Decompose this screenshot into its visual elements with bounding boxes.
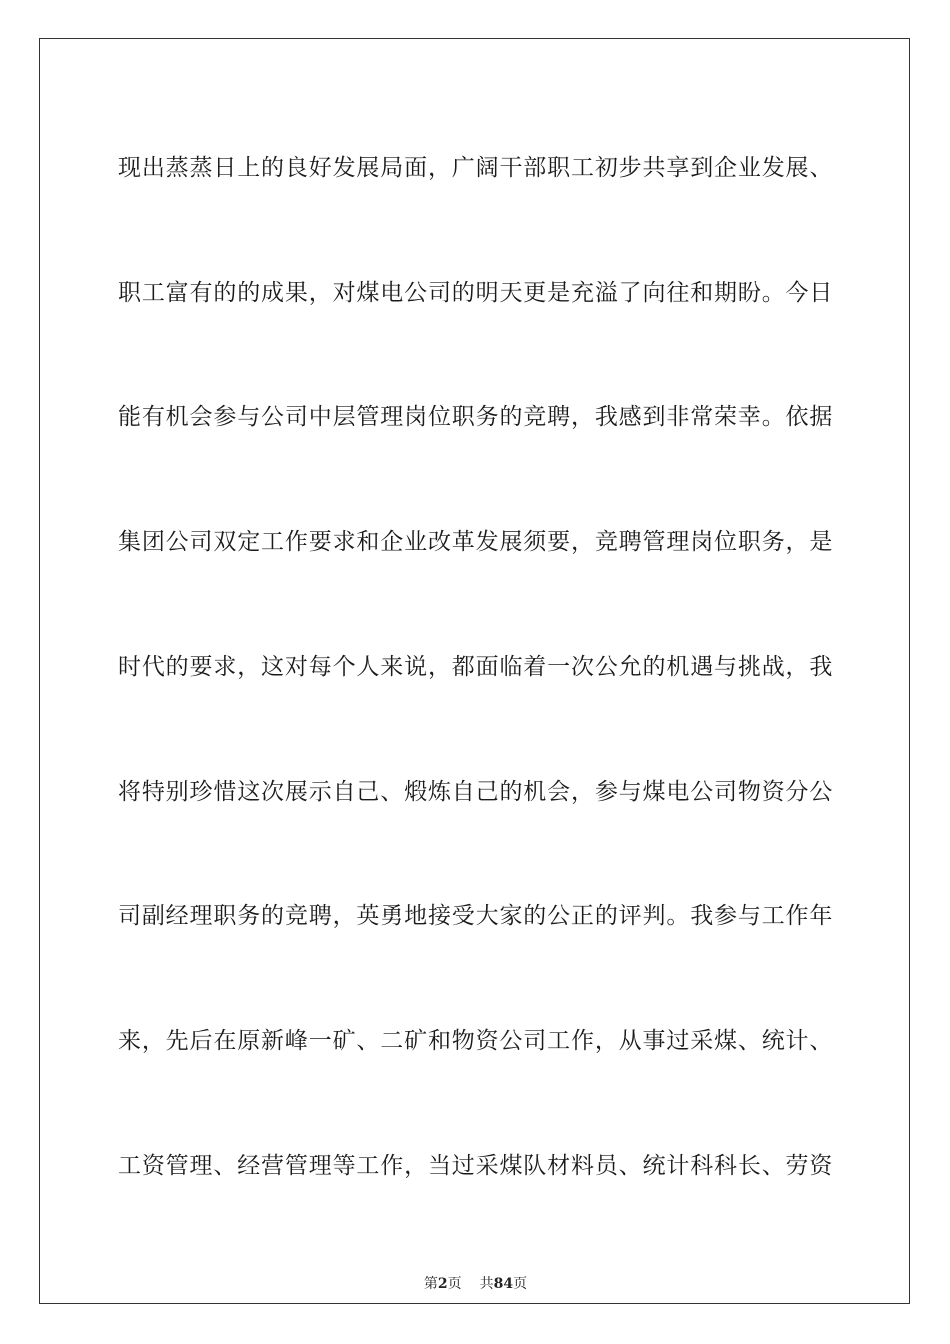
text-line: 集团公司双定工作要求和企业改革发展须要，竞聘管理岗位职务，是 bbox=[118, 529, 833, 555]
page-current: 2 bbox=[437, 1276, 448, 1292]
page-prefix: 第 bbox=[423, 1276, 438, 1292]
page-total: 84 bbox=[493, 1276, 514, 1292]
text-line: 将特别珍惜这次展示自己、煅炼自己的机会，参与煤电公司物资分公 bbox=[118, 779, 833, 805]
total-suffix: 页 bbox=[513, 1276, 528, 1292]
text-line: 现出蒸蒸日上的良好发展局面，广阔干部职工初步共享到企业发展、 bbox=[118, 155, 833, 181]
page-suffix: 页 bbox=[447, 1276, 462, 1292]
total-prefix: 共 bbox=[479, 1276, 494, 1292]
text-line: 司副经理职务的竞聘，英勇地接受大家的公正的评判。我参与工作年 bbox=[118, 903, 833, 929]
text-line: 能有机会参与公司中层管理岗位职务的竞聘，我感到非常荣幸。依据 bbox=[118, 404, 833, 430]
text-line: 来，先后在原新峰一矿、二矿和物资公司工作，从事过采煤、统计、 bbox=[118, 1028, 833, 1054]
page-frame bbox=[39, 38, 910, 1304]
text-line: 工资管理、经营管理等工作，当过采煤队材料员、统计科科长、劳资 bbox=[118, 1153, 833, 1179]
text-line: 职工富有的的成果，对煤电公司的明天更是充溢了向往和期盼。今日 bbox=[118, 280, 833, 306]
text-line: 时代的要求，这对每个人来说，都面临着一次公允的机遇与挑战，我 bbox=[118, 654, 833, 680]
page-footer bbox=[40, 1274, 911, 1294]
